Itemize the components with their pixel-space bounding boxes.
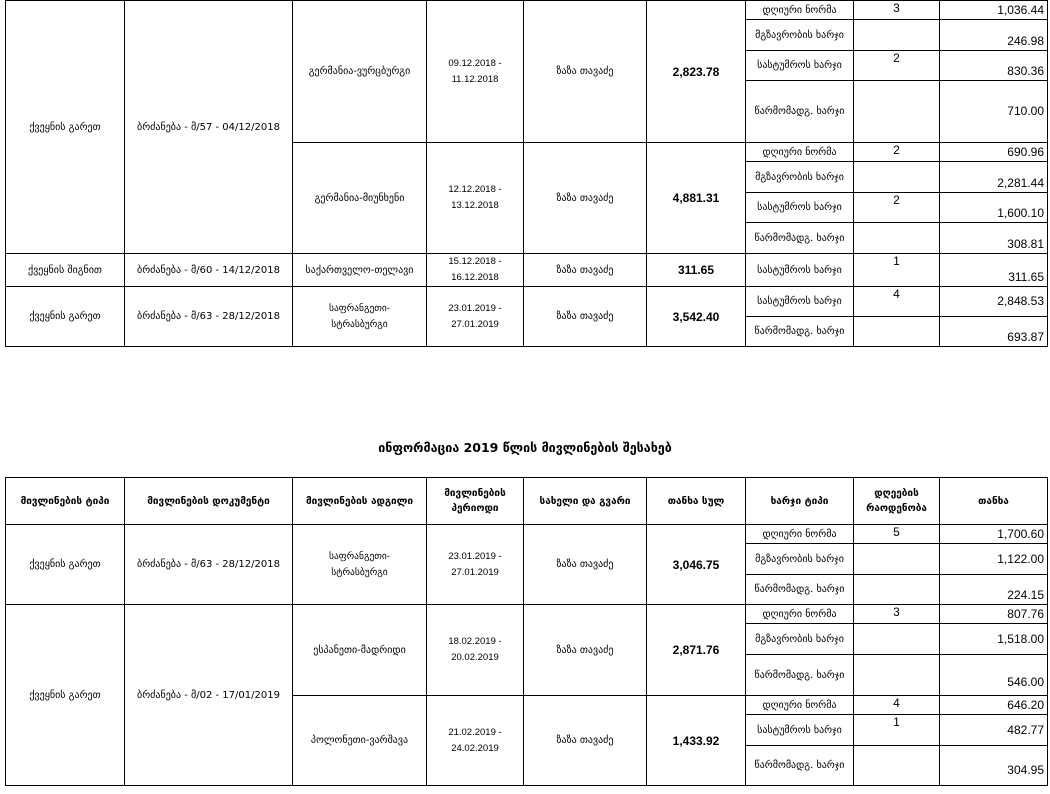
days-count-cell: 1 xyxy=(854,715,940,746)
column-header-name: სახელი და გვარი xyxy=(524,478,647,525)
trip-period-cell xyxy=(427,287,524,347)
table-row xyxy=(6,287,1048,317)
amount-cell: 546.00 xyxy=(940,655,1048,696)
trip-type-cell: ქვეყნის გარეთ xyxy=(6,605,125,786)
cost-type-cell: მგზავრობის ხარჯი xyxy=(746,20,854,51)
amount-cell: 304.95 xyxy=(940,746,1048,786)
section-title: ინფორმაცია 2019 წლის მივლინების შესახებ xyxy=(378,440,672,455)
column-header-place: მივლინების ადგილი xyxy=(293,478,427,525)
trip-type-cell: ქვეყნის გარეთ xyxy=(6,525,125,605)
days-count-cell xyxy=(854,81,940,143)
trip-place-cell: გერმანია-ვურცბურგი xyxy=(293,1,427,143)
period-end: 27.01.2019 xyxy=(451,318,499,330)
trip-period-cell xyxy=(427,696,524,786)
days-count-cell: 2 xyxy=(854,51,940,81)
trip-document-cell: ბრძანება - მ/63 - 28/12/2018 xyxy=(125,287,293,347)
days-count-cell: 4 xyxy=(854,287,940,317)
days-count-cell: 5 xyxy=(854,525,940,544)
trip-place-cell xyxy=(293,525,427,605)
amount-cell: 693.87 xyxy=(940,317,1048,347)
cost-type-cell: წარმომადგ. ხარჯი xyxy=(746,575,854,605)
header-line-1: დღეების xyxy=(874,488,919,499)
amount-cell: 2,281.44 xyxy=(940,162,1048,193)
cost-type-cell: სასტუმროს ხარჯი xyxy=(746,715,854,746)
period-start: 09.12.2018 - xyxy=(448,57,502,69)
total-amount-cell: 2,823.78 xyxy=(647,1,746,143)
amount-cell: 646.20 xyxy=(940,696,1048,715)
amount-cell: 807.76 xyxy=(940,605,1048,624)
place-line-2: სტრასბურგი xyxy=(331,318,388,330)
trip-document-cell: ბრძანება - მ/60 - 14/12/2018 xyxy=(125,254,293,287)
days-count-cell: 2 xyxy=(854,143,940,162)
trip-place-cell: პოლონეთი-ვარშავა xyxy=(293,696,427,786)
column-header-amount: თანხა xyxy=(940,478,1048,525)
amount-cell: 1,700.60 xyxy=(940,525,1048,544)
cost-type-cell: დღიური ნორმა xyxy=(746,696,854,715)
total-amount-cell: 311.65 xyxy=(647,254,746,287)
person-name-cell: ზაზა თავაძე xyxy=(524,696,647,786)
cost-type-cell: დღიური ნორმა xyxy=(746,605,854,624)
trip-period-cell xyxy=(427,525,524,605)
trip-document-cell: ბრძანება - მ/57 - 04/12/2018 xyxy=(125,1,293,254)
cost-type-cell: მგზავრობის ხარჯი xyxy=(746,624,854,655)
period-end: 24.02.2019 xyxy=(451,742,499,754)
amount-cell: 1,518.00 xyxy=(940,624,1048,655)
period-start: 18.02.2019 - xyxy=(448,636,502,647)
period-start: 21.02.2019 - xyxy=(448,726,502,738)
trip-type-cell: ქვეყნის შიგნით xyxy=(6,254,125,287)
period-start: 12.12.2018 - xyxy=(448,184,502,195)
table-header-row xyxy=(6,478,1048,525)
place-line-2: სტრასბურგი xyxy=(331,566,388,578)
amount-cell: 224.15 xyxy=(940,575,1048,605)
cost-type-cell: დღიური ნორმა xyxy=(746,143,854,162)
amount-cell: 830.36 xyxy=(940,51,1048,81)
period-end: 11.12.2018 xyxy=(451,73,499,85)
total-amount-cell: 4,881.31 xyxy=(647,143,746,254)
cost-type-cell: დღიური ნორმა xyxy=(746,525,854,544)
trip-place-cell: ესპანეთი-მადრიდი xyxy=(293,605,427,696)
trip-document-cell: ბრძანება - მ/02 - 17/01/2019 xyxy=(125,605,293,786)
person-name-cell: ზაზა თავაძე xyxy=(524,254,647,287)
trip-place-cell xyxy=(293,287,427,347)
days-count-cell: 2 xyxy=(854,193,940,223)
amount-cell: 246.98 xyxy=(940,20,1048,51)
table-row xyxy=(6,605,1048,624)
table-row xyxy=(6,254,1048,287)
trips-table-2018 xyxy=(5,0,1048,347)
column-header-type: მივლინების ტიპი xyxy=(6,478,125,525)
days-count-cell: 4 xyxy=(854,696,940,715)
trip-period-cell xyxy=(427,605,524,696)
days-count-cell: 1 xyxy=(854,254,940,287)
total-amount-cell: 3,542.40 xyxy=(647,287,746,347)
days-count-cell xyxy=(854,746,940,786)
column-header-document: მივლინების დოკუმენტი xyxy=(125,478,293,525)
cost-type-cell: სასტუმროს ხარჯი xyxy=(746,287,854,317)
cost-type-cell: სასტუმროს ხარჯი xyxy=(746,193,854,223)
amount-cell: 710.00 xyxy=(940,81,1048,143)
amount-cell: 1,036.44 xyxy=(940,1,1048,20)
trip-period-cell xyxy=(427,143,524,254)
amount-cell: 690.96 xyxy=(940,143,1048,162)
header-line-2: რაოდენობა xyxy=(866,503,927,514)
cost-type-cell: წარმომადგ. ხარჯი xyxy=(746,223,854,254)
column-header-days xyxy=(854,478,940,525)
amount-cell: 308.81 xyxy=(940,223,1048,254)
header-line-2: პერიოდი xyxy=(451,503,499,514)
period-start: 15.12.2018 - xyxy=(448,256,502,267)
trip-type-cell: ქვეყნის გარეთ xyxy=(6,1,125,254)
person-name-cell: ზაზა თავაძე xyxy=(524,143,647,254)
amount-cell: 2,848.53 xyxy=(940,287,1048,317)
table-row xyxy=(6,525,1048,544)
total-amount-cell: 3,046.75 xyxy=(647,525,746,605)
person-name-cell: ზაზა თავაძე xyxy=(524,525,647,605)
days-count-cell xyxy=(854,575,940,605)
days-count-cell xyxy=(854,544,940,575)
trip-document-cell: ბრძანება - მ/63 - 28/12/2018 xyxy=(125,525,293,605)
total-amount-cell: 1,433.92 xyxy=(647,696,746,786)
place-line-1: საფრანგეთი- xyxy=(328,302,390,314)
trip-type-cell: ქვეყნის გარეთ xyxy=(6,287,125,347)
amount-cell: 1,122.00 xyxy=(940,544,1048,575)
period-end: 16.12.2018 xyxy=(451,272,499,283)
days-count-cell: 3 xyxy=(854,605,940,624)
cost-type-cell: წარმომადგ. ხარჯი xyxy=(746,655,854,696)
trip-period-cell xyxy=(427,1,524,143)
days-count-cell xyxy=(854,20,940,51)
period-end: 13.12.2018 xyxy=(451,200,499,211)
days-count-cell xyxy=(854,223,940,254)
column-header-cost-type: ხარჯი ტიპი xyxy=(746,478,854,525)
days-count-cell xyxy=(854,655,940,696)
total-amount-cell: 2,871.76 xyxy=(647,605,746,696)
days-count-cell xyxy=(854,317,940,347)
cost-type-cell: სასტუმროს ხარჯი xyxy=(746,254,854,287)
trip-place-cell: საქართველო-თელავი xyxy=(293,254,427,287)
person-name-cell: ზაზა თავაძე xyxy=(524,1,647,143)
column-header-period xyxy=(427,478,524,525)
days-count-cell xyxy=(854,162,940,193)
period-start: 23.01.2019 - xyxy=(448,550,502,562)
period-end: 20.02.2019 xyxy=(451,652,499,663)
cost-type-cell: სასტუმროს ხარჯი xyxy=(746,51,854,81)
table-row xyxy=(6,1,1048,20)
cost-type-cell: მგზავრობის ხარჯი xyxy=(746,162,854,193)
amount-cell: 1,600.10 xyxy=(940,193,1048,223)
cost-type-cell: მგზავრობის ხარჯი xyxy=(746,544,854,575)
trips-table-2019 xyxy=(5,477,1048,786)
period-start: 23.01.2019 - xyxy=(448,302,502,314)
header-line-1: მივლინების xyxy=(444,488,506,499)
cost-type-cell: დღიური ნორმა xyxy=(746,1,854,20)
person-name-cell: ზაზა თავაძე xyxy=(524,605,647,696)
person-name-cell: ზაზა თავაძე xyxy=(524,287,647,347)
days-count-cell: 3 xyxy=(854,1,940,20)
days-count-cell xyxy=(854,624,940,655)
column-header-total: თანხა სულ xyxy=(647,478,746,525)
cost-type-cell: წარმომადგ. ხარჯი xyxy=(746,746,854,786)
amount-cell: 482.77 xyxy=(940,715,1048,746)
cost-type-cell: წარმომადგ. ხარჯი xyxy=(746,317,854,347)
trip-place-cell: გერმანია-მიუნხენი xyxy=(293,143,427,254)
trip-period-cell xyxy=(427,254,524,287)
place-line-1: საფრანგეთი- xyxy=(328,550,390,562)
period-end: 27.01.2019 xyxy=(451,566,499,578)
cost-type-cell: წარმომადგ. ხარჯი xyxy=(746,81,854,143)
amount-cell: 311.65 xyxy=(940,254,1048,287)
